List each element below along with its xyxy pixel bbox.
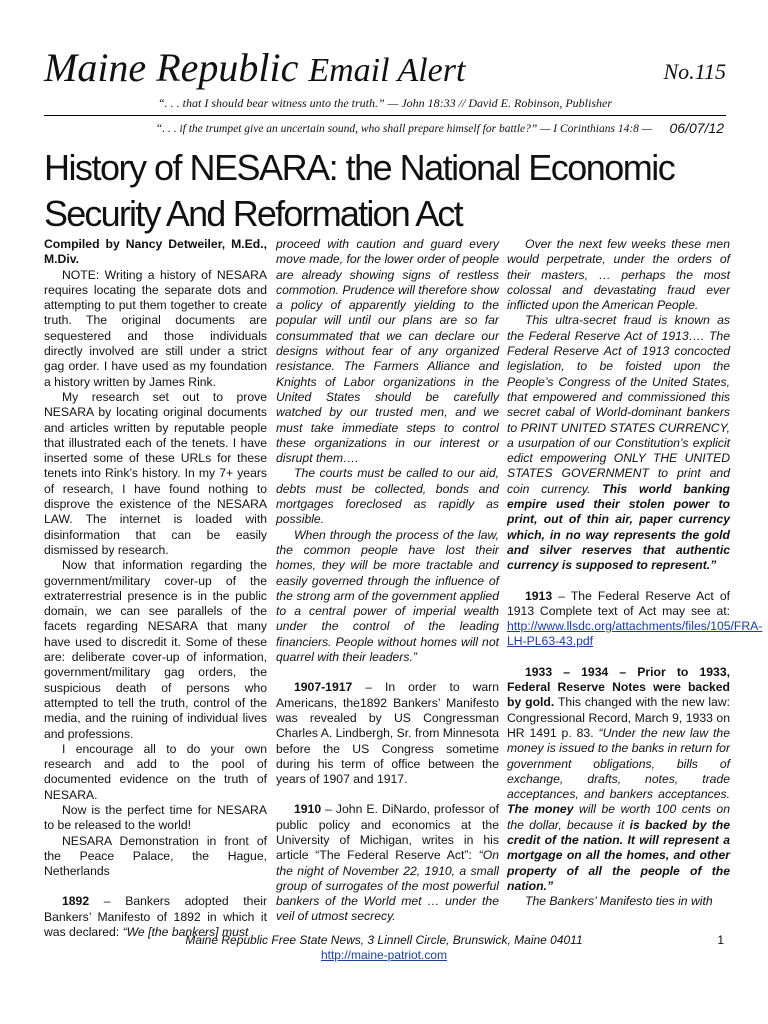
masthead xyxy=(44,44,726,92)
paragraph: Now is the perfect time for NESARA to be released to the world! xyxy=(44,802,267,833)
footer-address: Maine Republic Free State News, 3 Linnell Circle, Brunswick, Maine 04011 xyxy=(185,933,583,947)
paragraph: 1907-1917 – In order to warn Americans, the1892 Bankers’ Manifesto was revealed by US Congressman Charles A. Lindbergh, Sr. from Minnesota before the US Congress sometime during his term of office between the years of 1907 and 1917. xyxy=(276,680,499,787)
epigraph-quote: “. . . that I should bear witness unto the truth.” — John 18:33 // David E. Robinson, Publisher xyxy=(158,96,612,110)
paragraph: I encourage all to do your own research and add to the pool of documented evidence on the truth of NESARA. xyxy=(44,741,267,802)
headline-line-2: Security And Reformation Act xyxy=(44,193,462,234)
paragraph: NOTE: Writing a history of NESARA requires locating the separate dots and attempting to put them together to create truth. The original documents are sequestered and those individuals directly involved are still under a strict gag order. I have used as my foundation a history written by James Rink. xyxy=(44,267,267,389)
byline: Compiled by Nancy Detweiler, M.Ed., M.Div. xyxy=(44,237,267,267)
article-headline xyxy=(44,145,744,237)
page-footer xyxy=(0,933,768,963)
article-column-2 xyxy=(276,237,499,925)
headline-line-1: History of NESARA: the National Economic xyxy=(44,147,675,188)
masthead-title-main: Maine Republic xyxy=(44,45,299,90)
article-column-1 xyxy=(44,237,267,940)
paragraph: When through the process of the law, the common people have lost their homes, they will be more tractable and easily governed through the influence of the strong arm of the government applied to a central power of imperial wealth under the control of the leading financiers. People without homes will not quarrel with their leaders.” xyxy=(276,527,499,665)
paragraph: 1933 – 1934 – Prior to 1933, Federal Reserve Notes were backed by gold. This changed with the new law: Congressional Record, March 9, 1933 on HR 1491 p. 83. “Under the new law the money is issued to the banks in return for government obligations, bills of exchange, drafts, notes, trade acceptances, and bankers acceptances. The money will be worth 100 cents on the dollar, because it is backed by the credit of the nation. It will represent a mortgage on all the homes, and other property of all the people of the nation.” xyxy=(507,664,731,893)
paragraph: 1892 – Bankers adopted their Bankers’ Manifesto of 1892 in which it was declared: “We [the bankers] must xyxy=(44,894,267,940)
paragraph: The courts must be called to our aid, debts must be collected, bonds and mortgages foreclosed as rapidly as possible. xyxy=(276,466,499,527)
paragraph: Over the next few weeks these men would perpetrate, under the orders of their masters, … perhaps the most colossal and devastating fraud ever inflicted upon the American People. xyxy=(507,237,730,313)
paragraph: This ultra-secret fraud is known as the Federal Reserve Act of 1913…. The Federal Reserve Act of 1913 concocted legislation, to be foisted upon the People’s Congress of the United States, that empowered and commissioned this secret cabal of World-dominant bankers to PRINT UNITED STATES CURRENCY, a usurpation of our Constitution’s explicit edict empowering ONLY THE UNITED STATES GOVERNMENT to print and coin currency. This world banking empire used their stolen power to print, out of thin air, paper currency which, in no way represents the gold and silver reserves that authentic currency is supposed to represent.” xyxy=(507,313,731,573)
epigraph-quote-second: “. . . if the trumpet give an uncertain sound, who shall prepare himself for battle?” — I Corinthians 14:8 — xyxy=(155,123,652,135)
article-column-3 xyxy=(507,237,763,909)
masthead-title xyxy=(44,44,465,95)
federal-reserve-act-link[interactable]: http://www.llsdc.org/attachments/files/105/FRA-LH-PL63-43.pdf xyxy=(507,619,763,649)
paragraph: 1910 – John E. DiNardo, professor of public policy and economics at the University of Michigan, writes in his article “The Federal Reserve Act”: “On the night of November 22, 1910, a small group of surrogates of the most powerful bankers of the World met … under the veil of utmost secrecy. xyxy=(276,802,499,924)
masthead-title-alert: Email Alert xyxy=(308,52,466,89)
masthead-divider xyxy=(44,115,726,116)
paragraph: proceed with caution and guard every move made, for the lower order of people are already showing signs of restless commotion. Prudence will therefore show a policy of apparently yielding to the popular will until our plans are so far consummated that we can declare our designs without fear of any organized resistance. The Farmers Alliance and Knights of Labor organizations in the United States should be carefully watched by our trusted men, and we must take immediate steps to control these organizations in our interest or disrupt them…. xyxy=(276,237,499,466)
paragraph: 1913 – The Federal Reserve Act of 1913 Complete text of Act may see at: http://www.llsdc.org/attachments/files/105/FRA-LH-PL63-43.pdf xyxy=(507,588,763,649)
footer-website-link[interactable]: http://maine-patriot.com xyxy=(320,948,448,962)
issue-date: 06/07/12 xyxy=(669,120,724,136)
paragraph: The Bankers’ Manifesto ties in with xyxy=(525,894,713,909)
paragraph: Now that information regarding the government/military cover-up of the extraterrestrial presence is in the public domain, we can see parallels of the facets regarding NESARA that many have used to discredit it. Some of these are: deliberate cover-up of information, government/military gag orders, the suspicious death of persons who attempted to tell the truth, control of the media, and the ruining of individual lives and professions. xyxy=(44,558,267,741)
page-number: 1 xyxy=(717,933,724,947)
paragraph: NESARA Demonstration in front of the Peace Palace, the Hague, Netherlands xyxy=(44,833,267,879)
issue-number: No.115 xyxy=(663,59,726,84)
paragraph: My research set out to prove NESARA by locating original documents and articles written by reputable people that illustrated each of the tenets. I have inserted some of these URLs for these tenets into Rink’s history. In my 7+ years of research, I have found nothing to disprove the existence of the NESARA LAW. The internet is loaded with disinformation that can be easily dismissed by research. xyxy=(44,389,267,557)
